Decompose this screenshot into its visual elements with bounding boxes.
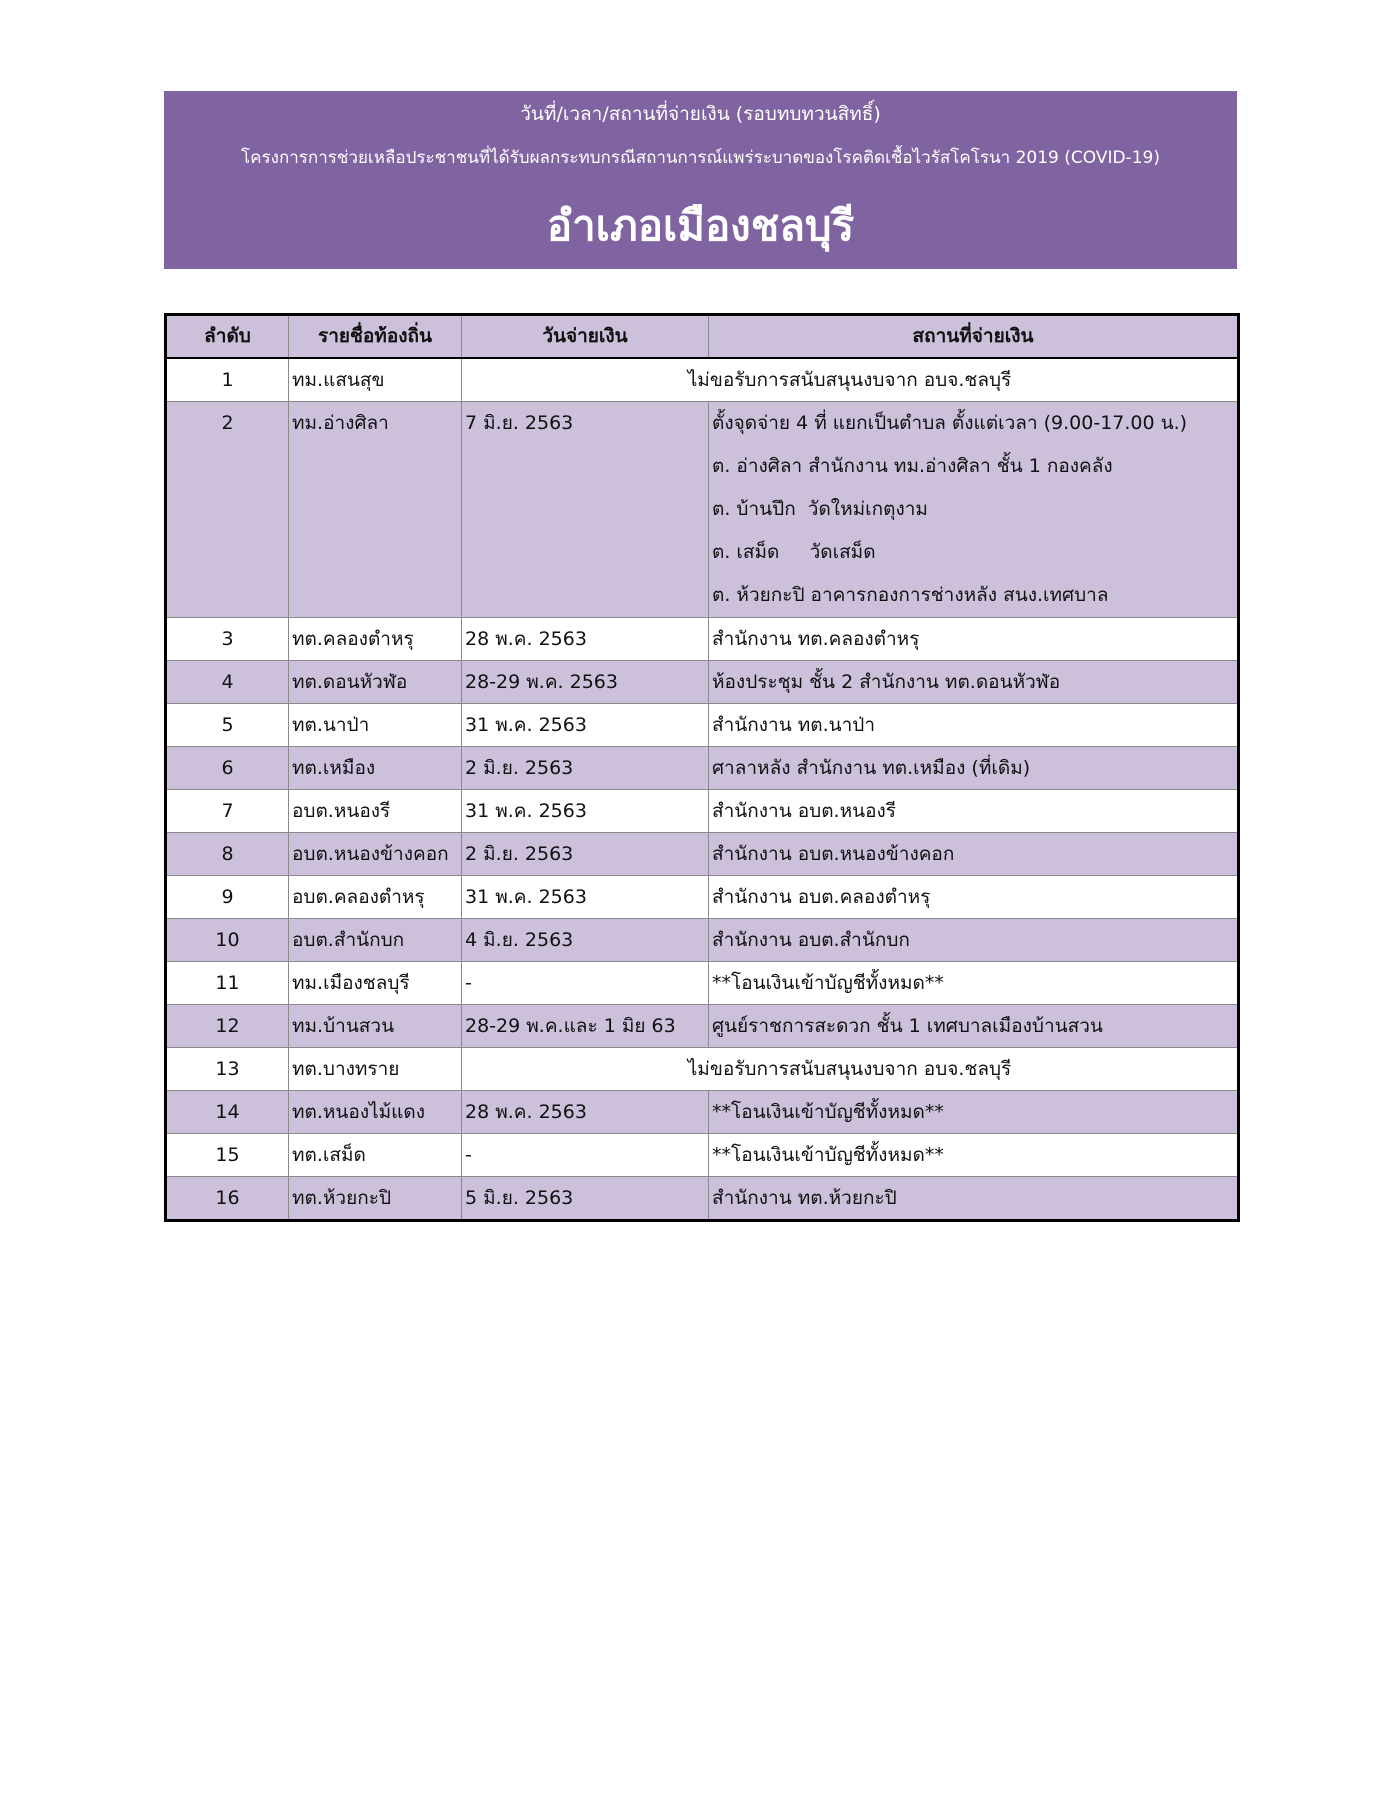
table-row xyxy=(166,618,1239,661)
location-line: ต. ห้วยกะปิ อาคารกองการช่างหลัง สนง.เทศบาล xyxy=(712,584,1109,606)
pay-date: 7 มิ.ย. 2563 xyxy=(462,402,709,618)
table-row xyxy=(166,747,1239,790)
col-header-pay-location: สถานที่จ่ายเงิน xyxy=(709,315,1239,359)
table-row xyxy=(166,790,1239,833)
pay-location: สำนักงาน อบต.หนองข้างคอก xyxy=(709,833,1239,876)
pay-date: 31 พ.ค. 2563 xyxy=(462,790,709,833)
table-row xyxy=(166,1134,1239,1177)
col-header-pay-date: วันจ่ายเงิน xyxy=(462,315,709,359)
row-number: 2 xyxy=(166,402,289,618)
locality-name: อบต.สำนักบก xyxy=(289,919,462,962)
table-row xyxy=(166,1091,1239,1134)
header-line-1: วันที่/เวลา/สถานที่จ่ายเงิน (รอบทบทวนสิทธิ์) xyxy=(520,103,881,125)
col-header-number: ลำดับ xyxy=(166,315,289,359)
location-line: ต. เสม็ด วัดเสม็ด xyxy=(712,541,876,563)
locality-name: ทต.คลองตำหรุ xyxy=(289,618,462,661)
row-number: 5 xyxy=(166,704,289,747)
table-row xyxy=(166,1048,1239,1091)
row-number: 1 xyxy=(166,358,289,402)
header-banner xyxy=(164,91,1237,269)
header-line-2: โครงการการช่วยเหลือประชาชนที่ได้รับผลกระทบกรณีสถานการณ์แพร่ระบาดของโรคติดเชื้อไวรัสโคโรนา 2019 (COVID-19) xyxy=(241,148,1160,168)
table-row xyxy=(166,1005,1239,1048)
pay-date: 5 มิ.ย. 2563 xyxy=(462,1177,709,1221)
locality-name: ทต.หนองไม้แดง xyxy=(289,1091,462,1134)
row-number: 7 xyxy=(166,790,289,833)
location-line: ต. อ่างศิลา สำนักงาน ทม.อ่างศิลา ชั้น 1 กองคลัง xyxy=(712,455,1113,477)
row-number: 15 xyxy=(166,1134,289,1177)
table-row xyxy=(166,833,1239,876)
pay-location: **โอนเงินเข้าบัญชีทั้งหมด** xyxy=(709,962,1239,1005)
row-number: 14 xyxy=(166,1091,289,1134)
locality-name: ทม.อ่างศิลา xyxy=(289,402,462,618)
locality-name: ทต.ห้วยกะปิ xyxy=(289,1177,462,1221)
pay-date: 28 พ.ค. 2563 xyxy=(462,1091,709,1134)
row-number: 13 xyxy=(166,1048,289,1091)
locality-name: ทต.นาป่า xyxy=(289,704,462,747)
pay-date: - xyxy=(462,1134,709,1177)
table-header-row xyxy=(166,315,1239,359)
locality-name: ทม.บ้านสวน xyxy=(289,1005,462,1048)
table-row xyxy=(166,661,1239,704)
merged-note: ไม่ขอรับการสนับสนุนงบจาก อบจ.ชลบุรี xyxy=(462,358,1239,402)
row-number: 4 xyxy=(166,661,289,704)
pay-date: 28 พ.ค. 2563 xyxy=(462,618,709,661)
payment-schedule-table xyxy=(164,313,1240,1222)
pay-date: 2 มิ.ย. 2563 xyxy=(462,833,709,876)
locality-name: ทต.เสม็ด xyxy=(289,1134,462,1177)
pay-location: ศาลาหลัง สำนักงาน ทต.เหมือง (ที่เดิม) xyxy=(709,747,1239,790)
locality-name: อบต.คลองตำหรุ xyxy=(289,876,462,919)
locality-name: ทต.ดอนหัวฬ่อ xyxy=(289,661,462,704)
pay-date: 31 พ.ค. 2563 xyxy=(462,704,709,747)
row-number: 12 xyxy=(166,1005,289,1048)
location-line: ตั้งจุดจ่าย 4 ที่ แยกเป็นตำบล ตั้งแต่เวลา (9.00-17.00 น.) xyxy=(712,412,1188,434)
pay-location xyxy=(709,402,1239,618)
table-row xyxy=(166,704,1239,747)
district-title: อำเภอเมืองชลบุรี xyxy=(546,201,855,250)
row-number: 9 xyxy=(166,876,289,919)
pay-date: - xyxy=(462,962,709,1005)
locality-name: อบต.หนองข้างคอก xyxy=(289,833,462,876)
pay-location: **โอนเงินเข้าบัญชีทั้งหมด** xyxy=(709,1091,1239,1134)
row-number: 3 xyxy=(166,618,289,661)
table-row xyxy=(166,919,1239,962)
pay-date: 31 พ.ค. 2563 xyxy=(462,876,709,919)
locality-name: ทต.บางทราย xyxy=(289,1048,462,1091)
pay-location: สำนักงาน อบต.สำนักบก xyxy=(709,919,1239,962)
row-number: 6 xyxy=(166,747,289,790)
locality-name: ทม.แสนสุข xyxy=(289,358,462,402)
pay-location: สำนักงาน อบต.คลองตำหรุ xyxy=(709,876,1239,919)
pay-location: ศูนย์ราชการสะดวก ชั้น 1 เทศบาลเมืองบ้านสวน xyxy=(709,1005,1239,1048)
pay-location: **โอนเงินเข้าบัญชีทั้งหมด** xyxy=(709,1134,1239,1177)
table-row xyxy=(166,358,1239,402)
locality-name: อบต.หนองรี xyxy=(289,790,462,833)
row-number: 11 xyxy=(166,962,289,1005)
pay-date: 4 มิ.ย. 2563 xyxy=(462,919,709,962)
table-row xyxy=(166,876,1239,919)
pay-location: สำนักงาน ทต.ห้วยกะปิ xyxy=(709,1177,1239,1221)
locality-name: ทต.เหมือง xyxy=(289,747,462,790)
pay-location: สำนักงาน อบต.หนองรี xyxy=(709,790,1239,833)
col-header-locality: รายชื่อท้องถิ่น xyxy=(289,315,462,359)
pay-location: สำนักงาน ทต.คลองตำหรุ xyxy=(709,618,1239,661)
row-number: 8 xyxy=(166,833,289,876)
merged-note: ไม่ขอรับการสนับสนุนงบจาก อบจ.ชลบุรี xyxy=(462,1048,1239,1091)
table-row xyxy=(166,1177,1239,1221)
table-row xyxy=(166,962,1239,1005)
pay-location: สำนักงาน ทต.นาป่า xyxy=(709,704,1239,747)
row-number: 10 xyxy=(166,919,289,962)
locality-name: ทม.เมืองชลบุรี xyxy=(289,962,462,1005)
row-number: 16 xyxy=(166,1177,289,1221)
pay-location: ห้องประชุม ชั้น 2 สำนักงาน ทต.ดอนหัวฬ่อ xyxy=(709,661,1239,704)
pay-date: 28-29 พ.ค. 2563 xyxy=(462,661,709,704)
location-line: ต. บ้านปึก วัดใหม่เกตุงาม xyxy=(712,498,928,520)
pay-date: 28-29 พ.ค.และ 1 มิย 63 xyxy=(462,1005,709,1048)
table-row xyxy=(166,402,1239,618)
pay-date: 2 มิ.ย. 2563 xyxy=(462,747,709,790)
